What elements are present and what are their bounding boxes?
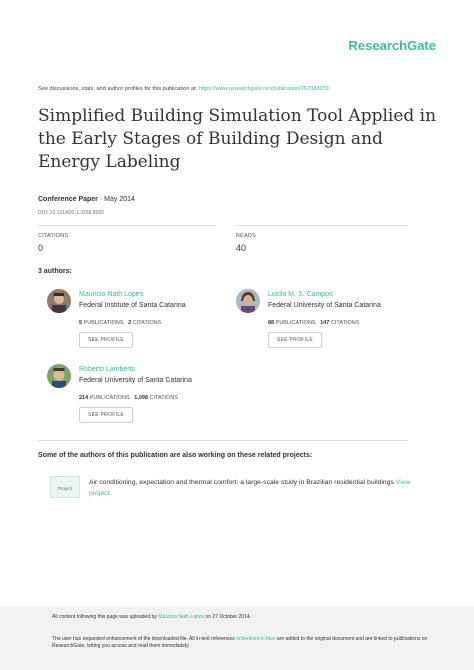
author-photo [47,364,71,388]
author-affiliation: Federal Institute of Santa Catarina [79,302,186,309]
project-description [89,477,419,499]
author-card [47,364,247,434]
profile-notice [38,86,438,92]
uploader-link[interactable]: Mauricio Nath Lopes [158,614,205,620]
divider [236,225,408,226]
upload-notice-prefix: All content following this page was uploaded by [52,614,159,620]
author-card [236,289,436,359]
enhancement-notice [52,636,432,650]
publication-type-label: Conference Paper [38,196,98,203]
publications-label: PUBLICATIONS [274,320,316,326]
see-profile-button[interactable]: SEE PROFILE [79,407,133,423]
citations-value: 0 [38,243,44,253]
publications-count: 214 [79,395,89,401]
view-project-link[interactable]: View project [89,479,411,497]
publications-label: PUBLICATIONS [88,395,130,401]
project-icon: Project [50,476,80,498]
brand-logo[interactable]: ResearchGate [348,38,436,53]
author-stats [79,320,161,326]
enhancement-suffix: are added to the original document and are linked to publications on ResearchGate, letting you access and read them immediately. [52,636,428,649]
author-stats [268,320,359,326]
divider [38,440,408,441]
author-name-link[interactable]: Mauricio Nath Lopes [79,291,144,298]
divider [38,225,216,226]
author-name-link[interactable]: Lucila M. S. Campos [268,291,333,298]
publication-date: · May 2014 [97,196,135,203]
publication-type [38,196,135,203]
see-profile-button[interactable]: SEE PROFILE [79,332,133,348]
publications-label: PUBLICATIONS [82,320,124,326]
publications-count: 5 [79,320,83,326]
publication-doi: DOI: 10.13140/2.1.3268.8682 [38,210,104,216]
author-card [47,289,247,359]
author-photo [47,289,71,313]
underlined-in-blue-text: underlined in blue [236,636,276,642]
enhancement-prefix: The user has requested enhancement of the downloaded file. All in-text references [52,636,237,642]
author-name-link[interactable]: Roberto Lamberts [79,366,136,373]
publication-link[interactable]: https://www.researchgate.net/publication/267383659 [198,86,329,92]
author-affiliation: Federal University of Santa Catarina [79,377,192,384]
publication-title: Simplified Building Simulation Tool Applied in the Early Stages of Building Design and Energy Labeling [38,106,437,172]
footer [0,606,474,670]
related-projects-heading: Some of the authors of this publication are also working on these related projects: [38,452,313,459]
project-title: Air conditioning, expectation and thermal comfort: a large-scale study in Brazilian residential buildings [89,479,396,486]
citations-count: 147 [320,320,330,326]
reads-value: 40 [236,243,247,253]
avatar[interactable] [47,289,71,313]
citations-label: CITATIONS [148,395,179,401]
citations-label: CITATIONS [329,320,360,326]
upload-notice [52,614,251,620]
see-profile-button[interactable]: SEE PROFILE [268,332,322,348]
publications-count: 88 [268,320,275,326]
citations-count: 2 [128,320,132,326]
reads-label: READS [236,233,256,239]
authors-heading: 3 authors: [38,268,72,275]
citations-label: CITATIONS [131,320,162,326]
profile-notice-text: See discussions, stats, and author profiles for this publication at: [38,86,199,92]
upload-notice-suffix: on 27 October 2014. [204,614,252,620]
citations-label: CITATIONS [38,233,69,239]
avatar[interactable] [236,289,260,313]
author-photo [236,289,260,313]
author-affiliation: Federal University of Santa Catarina [268,302,381,309]
author-stats [79,395,178,401]
citations-count: 1,098 [134,395,149,401]
avatar[interactable] [47,364,71,388]
